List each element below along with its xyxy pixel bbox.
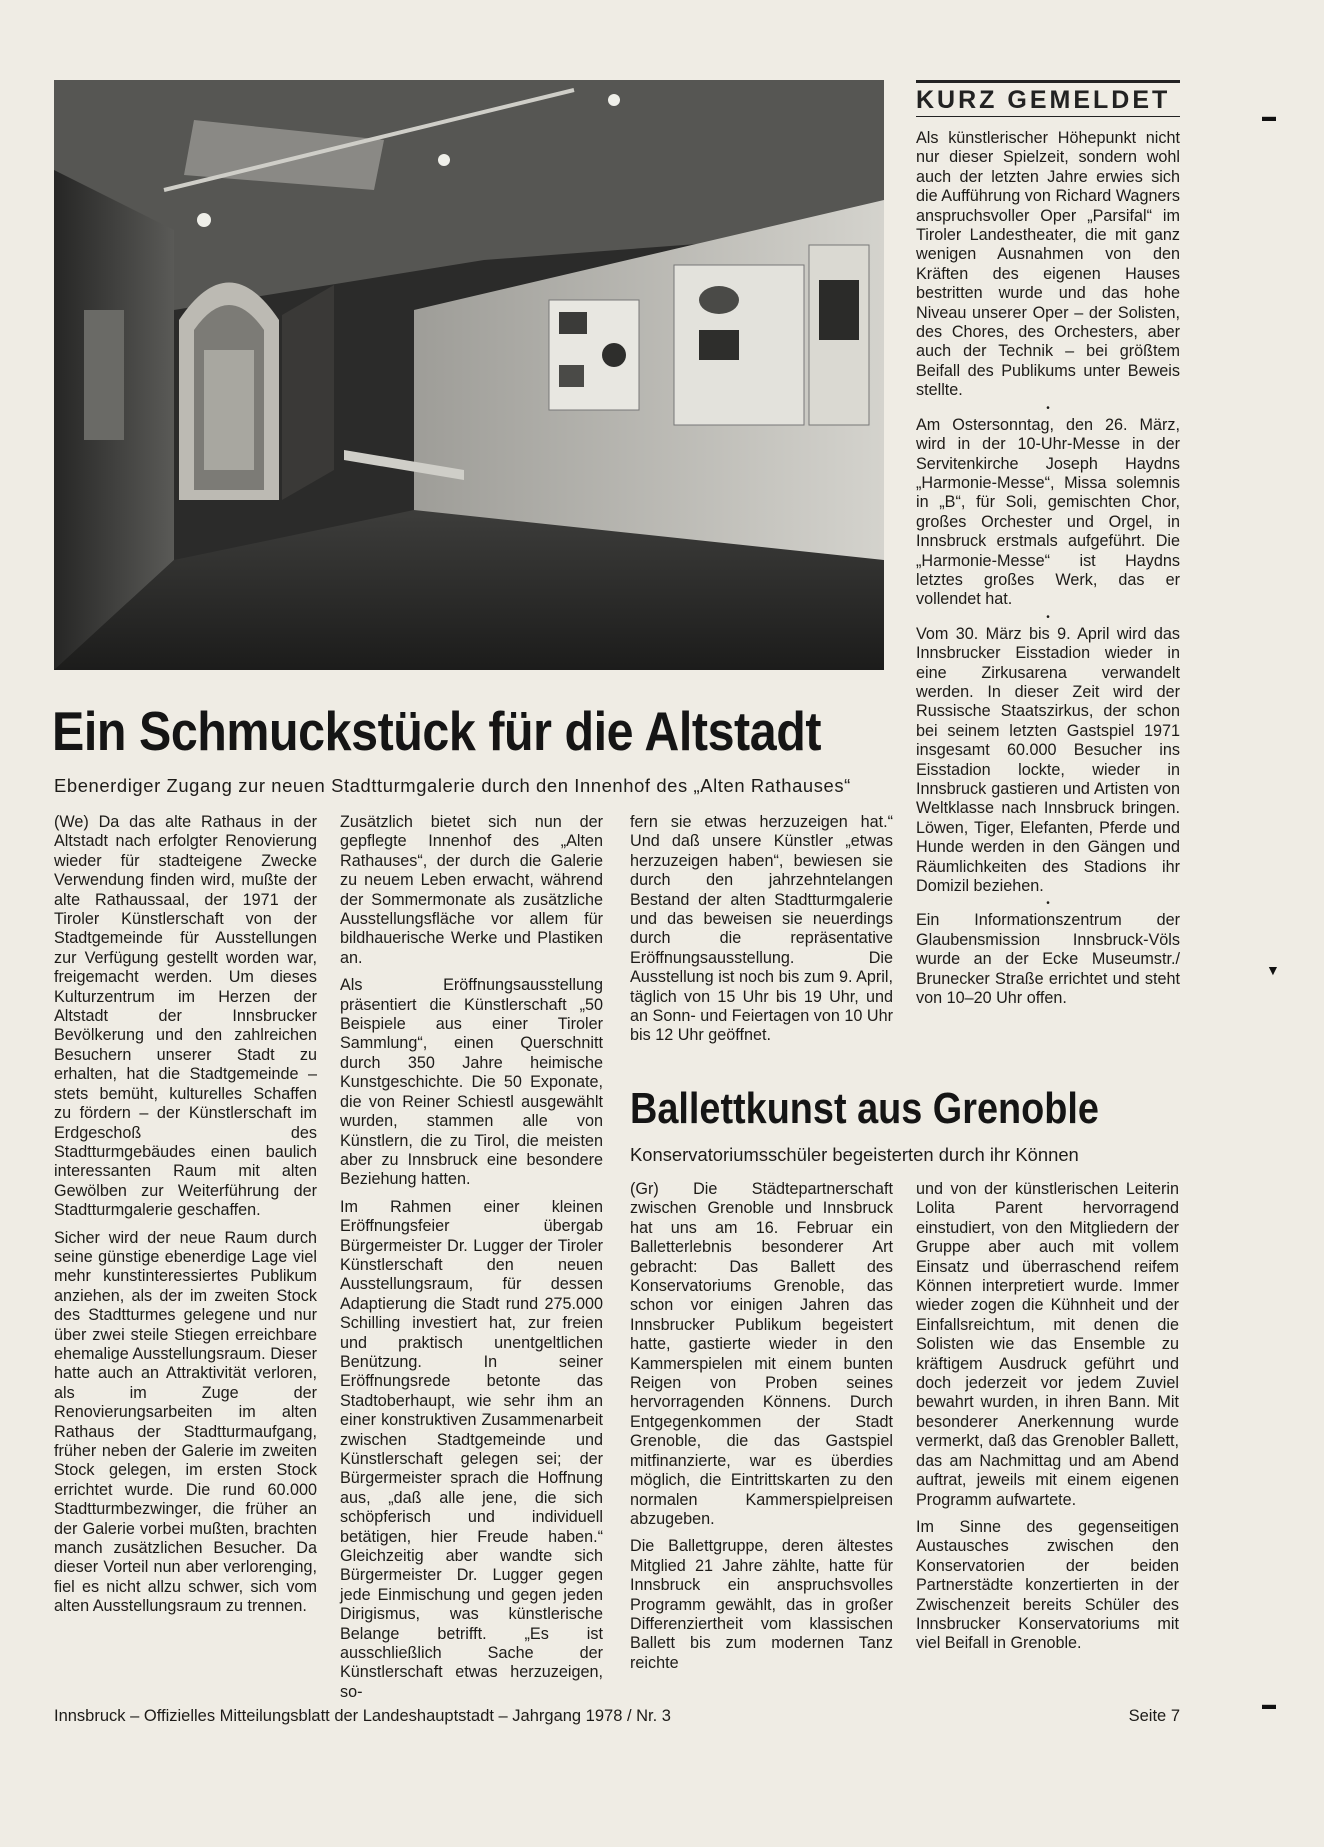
- paragraph: Im Rahmen einer kleinen Eröffnungsfeier übergab Bürgermeister Dr. Lugger der Tiroler Künstlerschaft den neuen Ausstellungsraum, für dessen Adaptierung die Stadt rund 275.000 Schilling investiert hat, zur freien und praktisch unentgeltlichen Benützung. In seiner Eröffnungsrede betonte das Stadtoberhaupt, wie sehr ihm an einer konstruktiven Zusammenarbeit zwischen Stadtgemeinde und Künstlerschaft gelegen sei; der Bürgermeister sprach die Hoffnung aus, „daß alle jene, die sich schöpferisch und individuell betätigen, hier Freude haben.“ Gleichzeitig aber wandte sich Bürgermeister Dr. Lugger gegen jede Einmischung und gegen jeden Dirigismus, was künstlerische Belange betrifft. „Es ist ausschließlich Sache der Künstlerschaft etwas herzuzeigen, so-: [340, 1197, 603, 1701]
- paragraph: Die Ballettgruppe, deren ältestes Mitglied 21 Jahre zählte, hatte für Innsbruck ein anspruchsvolles Programm gewählt, das in großer Differenziertheit vom klassischen Ballett bis zum modernen Tanz reichte: [630, 1537, 893, 1672]
- article-column-1: [54, 813, 317, 1625]
- ballet-column-2: [916, 1180, 1179, 1662]
- ballet-column-1: [630, 1180, 893, 1681]
- binding-mark: ▬: [1262, 108, 1276, 124]
- bullet-separator: •: [1046, 611, 1050, 623]
- sidebar-heading: KURZ GEMELDET: [916, 86, 1171, 114]
- paragraph: Als Eröffnungsausstellung präsentiert die Künstlerschaft „50 Beispiele aus einer Tiroler Sammlung“, einen Querschnitt durch 350 Jahre heimische Kunstgeschichte. Die 50 Exponate, die von Reiner Schiestl ausgewählt wurden, stammen alle von Künstlern, die zu Tirol, die meisten aber zu Innsbruck eine besondere Beziehung hatten.: [340, 976, 603, 1189]
- paragraph: fern sie etwas herzuzeigen hat.“ Und daß unsere Künstler „etwas herzuzeigen haben“, bewiesen sie durch den jahrzehntelangen Bestand der alten Stadtturmgalerie und das beweisen sie neuerdings durch die repräsentative Eröffnungsausstellung. Die Ausstellung ist noch bis zum 9. April, täglich von 15 Uhr bis 19 Uhr, und an Sonn- und Feiertagen von 10 Uhr bis 12 Uhr geöffnet.: [630, 813, 893, 1045]
- paragraph: (Gr) Die Städtepartnerschaft zwischen Grenoble und Innsbruck hat uns am 16. Februar ein Balletterlebnis besonderer Art gebracht: Das Ballett des Konservatoriums Grenoble, das schon vor einigen Jahren das Innsbrucker Publikum begeistert hatte, gastierte wieder in den Kammerspielen mit einem bunten Reigen von Proben seines hervorragenden Könnens. Durch Entgegenkommen der Stadt Grenoble, die das Gastspiel mitfinanzierte, war es überdies möglich, die Eintrittskarten zu den normalen Kammerspielpreisen abzugeben.: [630, 1180, 893, 1528]
- paragraph: (We) Da das alte Rathaus in der Altstadt nach erfolgter Renovierung wieder für stadteigene Zwecke Verwendung finden wird, mußte der alte Rathaussaal, der 1971 der Tiroler Künstlerschaft von der Stadtgemeinde für Ausstellungen zur Verfügung gestellt worden war, freigemacht werden. Um dieses Kulturzentrum im Herzen der Altstadt der Innsbrucker Bevölkerung und den zahlreichen Besuchern unserer Stadt zu erhalten, hat die Stadtgemeinde – stets bemüht, kulturelles Schaffen zu fördern – der Künstlerschaft im Erdgeschoß des Stadtturmgebäudes einen baulich interessanten Raum mit alten Gewölben zur Weiterführung der Stadtturmgalerie geschaffen.: [54, 813, 317, 1220]
- sidebar-heading-box: [916, 80, 1180, 117]
- paragraph: Zusätzlich bietet sich nun der gepflegte Innenhof des „Alten Rathauses“, der durch die Galerie zu neuem Leben erwacht, während der Sommermonate als zusätzliche Ausstellungsfläche vor allem für bildhauerische Werke und Plastiken an.: [340, 813, 603, 967]
- paragraph: Sicher wird der neue Raum durch seine günstige ebenerdige Lage viel mehr kunstinteressiertes Publikum anziehen, als der im zweiten Stock des Stadtturmes gelegene und nur über zwei steile Stiegen erreichbare ehemalige Ausstellungsraum. Dieser hatte auch an Attraktivität verloren, als im Zuge der Renovierungsarbeiten im alten Rathaus der Stadtturmaufgang, früher neben der Galerie im zweiten Stock gelegen, im ersten Stock errichtet wurde. Die rund 60.000 Stadtturmbezwinger, die früher an der Galerie vorbei mußten, brachten manch zusätzlichen Besucher. Da dieser Vorteil nun aber verlorenging, fiel es nicht allzu schwer, sich vom alten Ausstellungsraum zu trennen.: [54, 1228, 317, 1616]
- bullet-separator: •: [1046, 402, 1050, 414]
- article-headline: Ein Schmuckstück für die Altstadt: [52, 700, 822, 762]
- ballet-subheadline: Konservatoriumsschüler begeisterten durch ihr Können: [630, 1144, 1079, 1165]
- binding-mark: ▬: [1262, 1696, 1276, 1712]
- sidebar-item: Am Ostersonntag, den 26. März, wird in der 10-Uhr-Messe in der Servitenkirche Joseph Haydns „Harmonie-Messe“, Missa solemnis in „B“, für Soli, gemischten Chor, großes Orchester und Orgel, in Innsbruck erstmals aufgeführt. Die „Harmonie-Messe“ ist Haydns letztes großes Werk, das er vollendet hat.: [916, 415, 1180, 609]
- bullet-separator: •: [1046, 898, 1050, 910]
- article-column-2: [340, 813, 603, 1710]
- sidebar-item: Ein Informationszentrum der Glaubensmission Innsbruck-Völs wurde an der Ecke Museumstr./ Brunecker Straße errichtet und steht von 10–20 Uhr offen.: [916, 911, 1180, 1008]
- article-subheadline: Ebenerdiger Zugang zur neuen Stadtturmgalerie durch den Innenhof des „Alten Rathauses“: [54, 775, 851, 796]
- sidebar-item: Vom 30. März bis 9. April wird das Innsbrucker Eisstadion wieder in eine Zirkusarena verwandelt werden. In dieser Zeit wird der Russische Staatszirkus, der schon bei seinem letzten Gastspiel 1971 insgesamt 60.000 Besucher ins Eisstadion lockte, wieder in Innsbruck gastieren und Artisten von Weltklasse nach Innsbruck bringen. Löwen, Tiger, Elefanten, Pferde und Hunde werden in den Gängen und Räumlichkeiten des Stadions ihr Domizil beziehen.: [916, 624, 1180, 896]
- binding-mark: ▼: [1266, 962, 1280, 978]
- publication-line: Innsbruck – Offizielles Mitteilungsblatt der Landeshauptstadt – Jahrgang 1978 / Nr. 3: [54, 1707, 671, 1725]
- gallery-photo: [54, 80, 884, 670]
- ballet-headline: Ballettkunst aus Grenoble: [630, 1084, 1099, 1133]
- paragraph: und von der künstlerischen Leiterin Lolita Parent hervorragend einstudiert, von den Mitgliedern der Gruppe aber auch mit vollem Einsatz und überraschend reifem Können interpretiert wurde. Immer wieder zogen die Kühnheit und der Einfallsreichtum, mit denen die Solisten wie das Ensemble zu kräftigem Ausdruck geführt und doch jederzeit vor jedem Zuviel bewahrt wurden, in ihren Bann. Mit besonderer Anerkennung wurde vermerkt, daß das Grenobler Ballett, das am Nachmittag und am Abend auftrat, jeweils mit einem eigenen Programm aufwartete.: [916, 1180, 1179, 1509]
- page-number: Seite 7: [1128, 1707, 1180, 1725]
- gallery-photo-drawing: [54, 80, 884, 670]
- news-sidebar: [916, 80, 1180, 1008]
- sidebar-item: Als künstlerischer Höhepunkt nicht nur dieser Spielzeit, sondern wohl auch der letzten Jahre erwies sich die Aufführung von Richard Wagners anspruchsvoller Oper „Parsifal“ im Tiroler Landestheater, die mit ganz wenigen Ausnahmen von den Kräften des eigenen Hauses bestritten wurde und das hohe Niveau unserer Oper – der Solisten, des Chores, des Orchesters, aber auch der Technik – bei größtem Beifall des Publikums unter Beweis stellte.: [916, 129, 1180, 400]
- article-column-3: [630, 813, 893, 1054]
- paragraph: Im Sinne des gegenseitigen Austausches zwischen den Konservatorien der beiden Partnerstädte konzertierten in der Zwischenzeit bereits Schüler des Innsbrucker Konservatoriums mit viel Beifall in Grenoble.: [916, 1517, 1179, 1653]
- page-footer: [54, 1706, 1180, 1726]
